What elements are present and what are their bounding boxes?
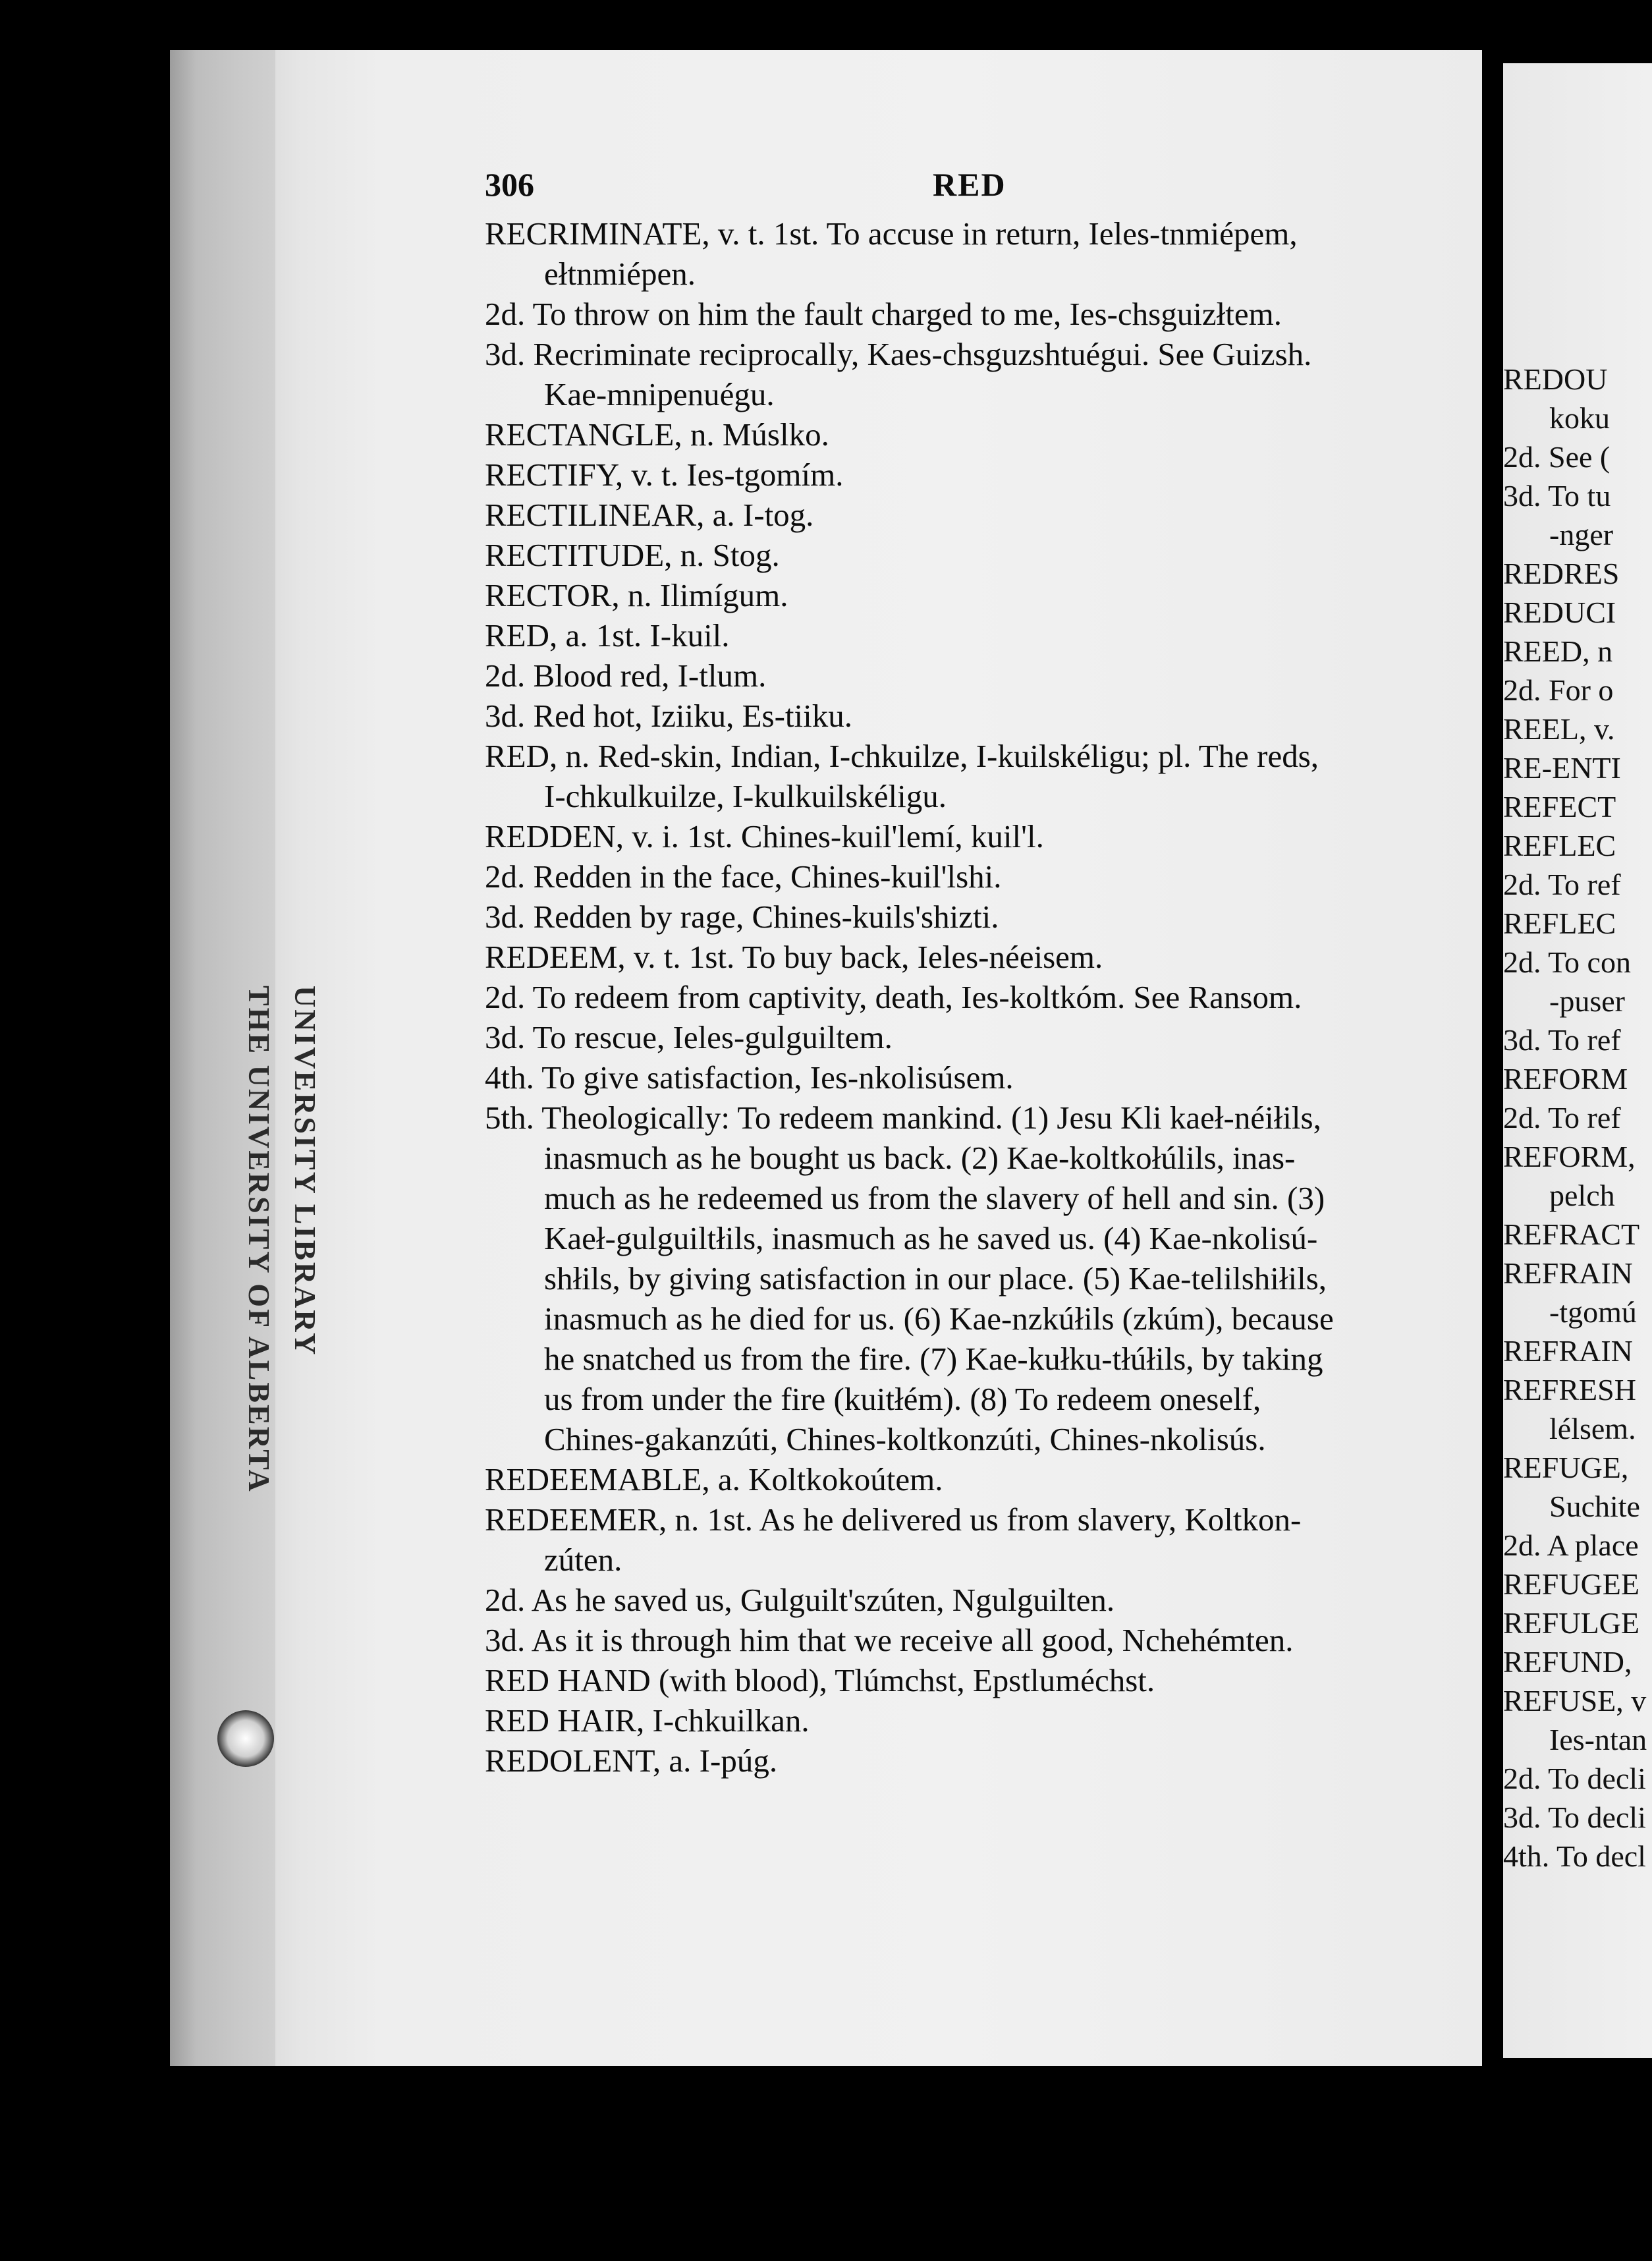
- facing-page-line: 2d. For o: [1503, 673, 1614, 707]
- facing-page-line: 2d. A place: [1503, 1528, 1639, 1562]
- entry-line: 2d. As he saved us, Gulguilt'szúten, Ngulguilten.: [485, 1582, 1115, 1618]
- facing-page-line: 2d. To ref: [1503, 1101, 1621, 1134]
- entry-line: 2d. To redeem from captivity, death, Ies-koltkóm. See Ransom.: [485, 979, 1302, 1015]
- binding-hole-icon: [217, 1710, 274, 1767]
- facing-page-line: 3d. To tu: [1503, 479, 1611, 513]
- facing-page-line: REFORM,: [1503, 1140, 1636, 1173]
- entry-line: Kae-mnipenuégu.: [544, 376, 775, 412]
- page-number: 306: [485, 166, 534, 203]
- facing-page-line: 2d. See (: [1503, 440, 1611, 474]
- facing-page-line: REFRAIN: [1503, 1334, 1633, 1368]
- entry-line: 3d. Recriminate reciprocally, Kaes-chsguzshtuégui. See Guizsh.: [485, 336, 1312, 372]
- entry-line: RECTANGLE, n. Múslko.: [485, 416, 829, 453]
- facing-page-line: REFUND,: [1503, 1645, 1632, 1679]
- entry-line: RECTOR, n. Ilimígum.: [485, 577, 788, 613]
- facing-page-line: REDRES: [1503, 557, 1620, 590]
- facing-page-line: REFUSE, v: [1503, 1684, 1647, 1717]
- facing-page-line: -tgomú: [1549, 1295, 1637, 1329]
- facing-page-line: REFORM: [1503, 1062, 1628, 1096]
- facing-page-line: REFUGE,: [1503, 1451, 1629, 1484]
- entry-line: RECTILINEAR, a. I-tog.: [485, 497, 814, 533]
- facing-page-line: -nger: [1549, 518, 1614, 551]
- entry-line: 3d. Redden by rage, Chines-kuils'shizti.: [485, 899, 999, 935]
- entry-line: REDOLENT, a. I-púg.: [485, 1743, 778, 1779]
- entry-line: 3d. As it is through him that we receive all good, Nchehémten.: [485, 1622, 1294, 1658]
- entry-line: us from under the fire (kuitłém). (8) To redeem oneself,: [544, 1381, 1261, 1417]
- facing-page-line: REED, n: [1503, 634, 1613, 668]
- facing-page-line: REFRAIN: [1503, 1256, 1633, 1290]
- entry-line: shłils, by giving satisfaction in our place. (5) Kae-telilshiłils,: [544, 1260, 1327, 1297]
- entry-line: 3d. To rescue, Ieles-gulguiltem.: [485, 1019, 893, 1055]
- facing-page-line: 3d. To decli: [1503, 1800, 1646, 1834]
- entry-line: 4th. To give satisfaction, Ies-nkolisúsem.: [485, 1059, 1014, 1096]
- entry-line: I-chkulkuilze, I-kulkuilskéligu.: [544, 778, 947, 814]
- facing-page-line: Ies-ntan: [1549, 1723, 1647, 1756]
- facing-page-line: koku: [1549, 401, 1610, 435]
- facing-page-line: REFULGE: [1503, 1606, 1639, 1640]
- facing-page-line: 4th. To decl: [1503, 1839, 1646, 1873]
- page-text-block: [300, 165, 1446, 1781]
- facing-page-line: REDUCI: [1503, 596, 1616, 629]
- dictionary-entries: [300, 213, 1446, 1781]
- entry-line: much as he redeemed us from the slavery of hell and sin. (3): [544, 1180, 1325, 1216]
- facing-page-307: [1503, 63, 1652, 2058]
- facing-page-line: 3d. To ref: [1503, 1023, 1621, 1057]
- entry-line: he snatched us from the fire. (7) Kae-kułku-tłúłils, by taking: [544, 1341, 1323, 1377]
- entry-line: RED HAND (with blood), Tlúmchst, Epstluméchst.: [485, 1662, 1155, 1698]
- entry-line: RED, a. 1st. I-kuil.: [485, 617, 730, 654]
- facing-page-line: -puser: [1549, 984, 1625, 1018]
- entry-line: RECTIFY, v. t. Ies-tgomím.: [485, 457, 844, 493]
- facing-page-line: REFRESH: [1503, 1373, 1636, 1407]
- entry-line: inasmuch as he bought us back. (2) Kae-koltkołúlils, inas-: [544, 1140, 1296, 1176]
- facing-page-line: RE-ENTI: [1503, 751, 1621, 785]
- stamp-line-1: UNIVERSITY LIBRARY: [289, 986, 322, 1357]
- entry-line: RECRIMINATE, v. t. 1st. To accuse in return, Ieles-tnmiépem,: [485, 215, 1298, 252]
- entry-line: Chines-gakanzúti, Chines-koltkonzúti, Chines-nkolisús.: [544, 1421, 1266, 1457]
- facing-page-line: pelch: [1549, 1179, 1615, 1212]
- running-head: RED: [933, 166, 1006, 203]
- facing-page-line: Suchite: [1549, 1490, 1640, 1523]
- entry-line: 2d. To throw on him the fault charged to me, Ies-chsguizłtem.: [485, 296, 1282, 332]
- entry-line: 2d. Redden in the face, Chines-kuil'lshi.: [485, 858, 1002, 895]
- entry-line: REDEEM, v. t. 1st. To buy back, Ieles-néeisem.: [485, 939, 1103, 975]
- facing-page-line: REFECT: [1503, 790, 1616, 823]
- facing-page-line: 2d. To ref: [1503, 868, 1621, 901]
- facing-page-line: REEL, v.: [1503, 712, 1615, 746]
- entry-line: RED, n. Red-skin, Indian, I-chkuilze, I-kuilskéligu; pl. The reds,: [485, 738, 1319, 774]
- entry-line: zúten.: [544, 1542, 622, 1578]
- page-header: [300, 165, 1446, 213]
- facing-page-line: 2d. To con: [1503, 945, 1631, 979]
- entry-line: RECTITUDE, n. Stog.: [485, 537, 780, 573]
- facing-page-line: REFLEC: [1503, 907, 1616, 940]
- entry-line: RED HAIR, I-chkuilkan.: [485, 1702, 810, 1739]
- entry-line: ełtnmiépen.: [544, 256, 696, 292]
- facing-page-line: REDOU: [1503, 362, 1608, 396]
- entry-line: REDEEMABLE, a. Koltkokoútem.: [485, 1461, 943, 1497]
- entry-line: REDDEN, v. i. 1st. Chines-kuil'lemí, kuil'l.: [485, 818, 1044, 854]
- entry-line: Kaeł-gulguiltłils, inasmuch as he saved us. (4) Kae-nkolisú-: [544, 1220, 1318, 1256]
- facing-page-line: REFUGEE: [1503, 1567, 1639, 1601]
- entry-line: REDEEMER, n. 1st. As he delivered us from slavery, Koltkon-: [485, 1501, 1302, 1538]
- facing-page-line: REFLEC: [1503, 829, 1616, 862]
- stamp-line-2: THE UNIVERSITY OF ALBERTA: [242, 986, 276, 1493]
- entry-line: 3d. Red hot, Iziiku, Es-tiiku.: [485, 698, 852, 734]
- facing-page-text: [1503, 360, 1652, 1876]
- entry-line: 2d. Blood red, I-tlum.: [485, 657, 767, 694]
- entry-line: inasmuch as he died for us. (6) Kae-nzkúłils (zkúm), because: [544, 1300, 1334, 1337]
- facing-page-line: 2d. To decli: [1503, 1762, 1646, 1795]
- facing-page-line: lélsem.: [1549, 1412, 1636, 1445]
- facing-page-line: REFRACT: [1503, 1217, 1640, 1251]
- entry-line: 5th. Theologically: To redeem mankind. (1) Jesu Kli kaeł-néiłils,: [485, 1100, 1321, 1136]
